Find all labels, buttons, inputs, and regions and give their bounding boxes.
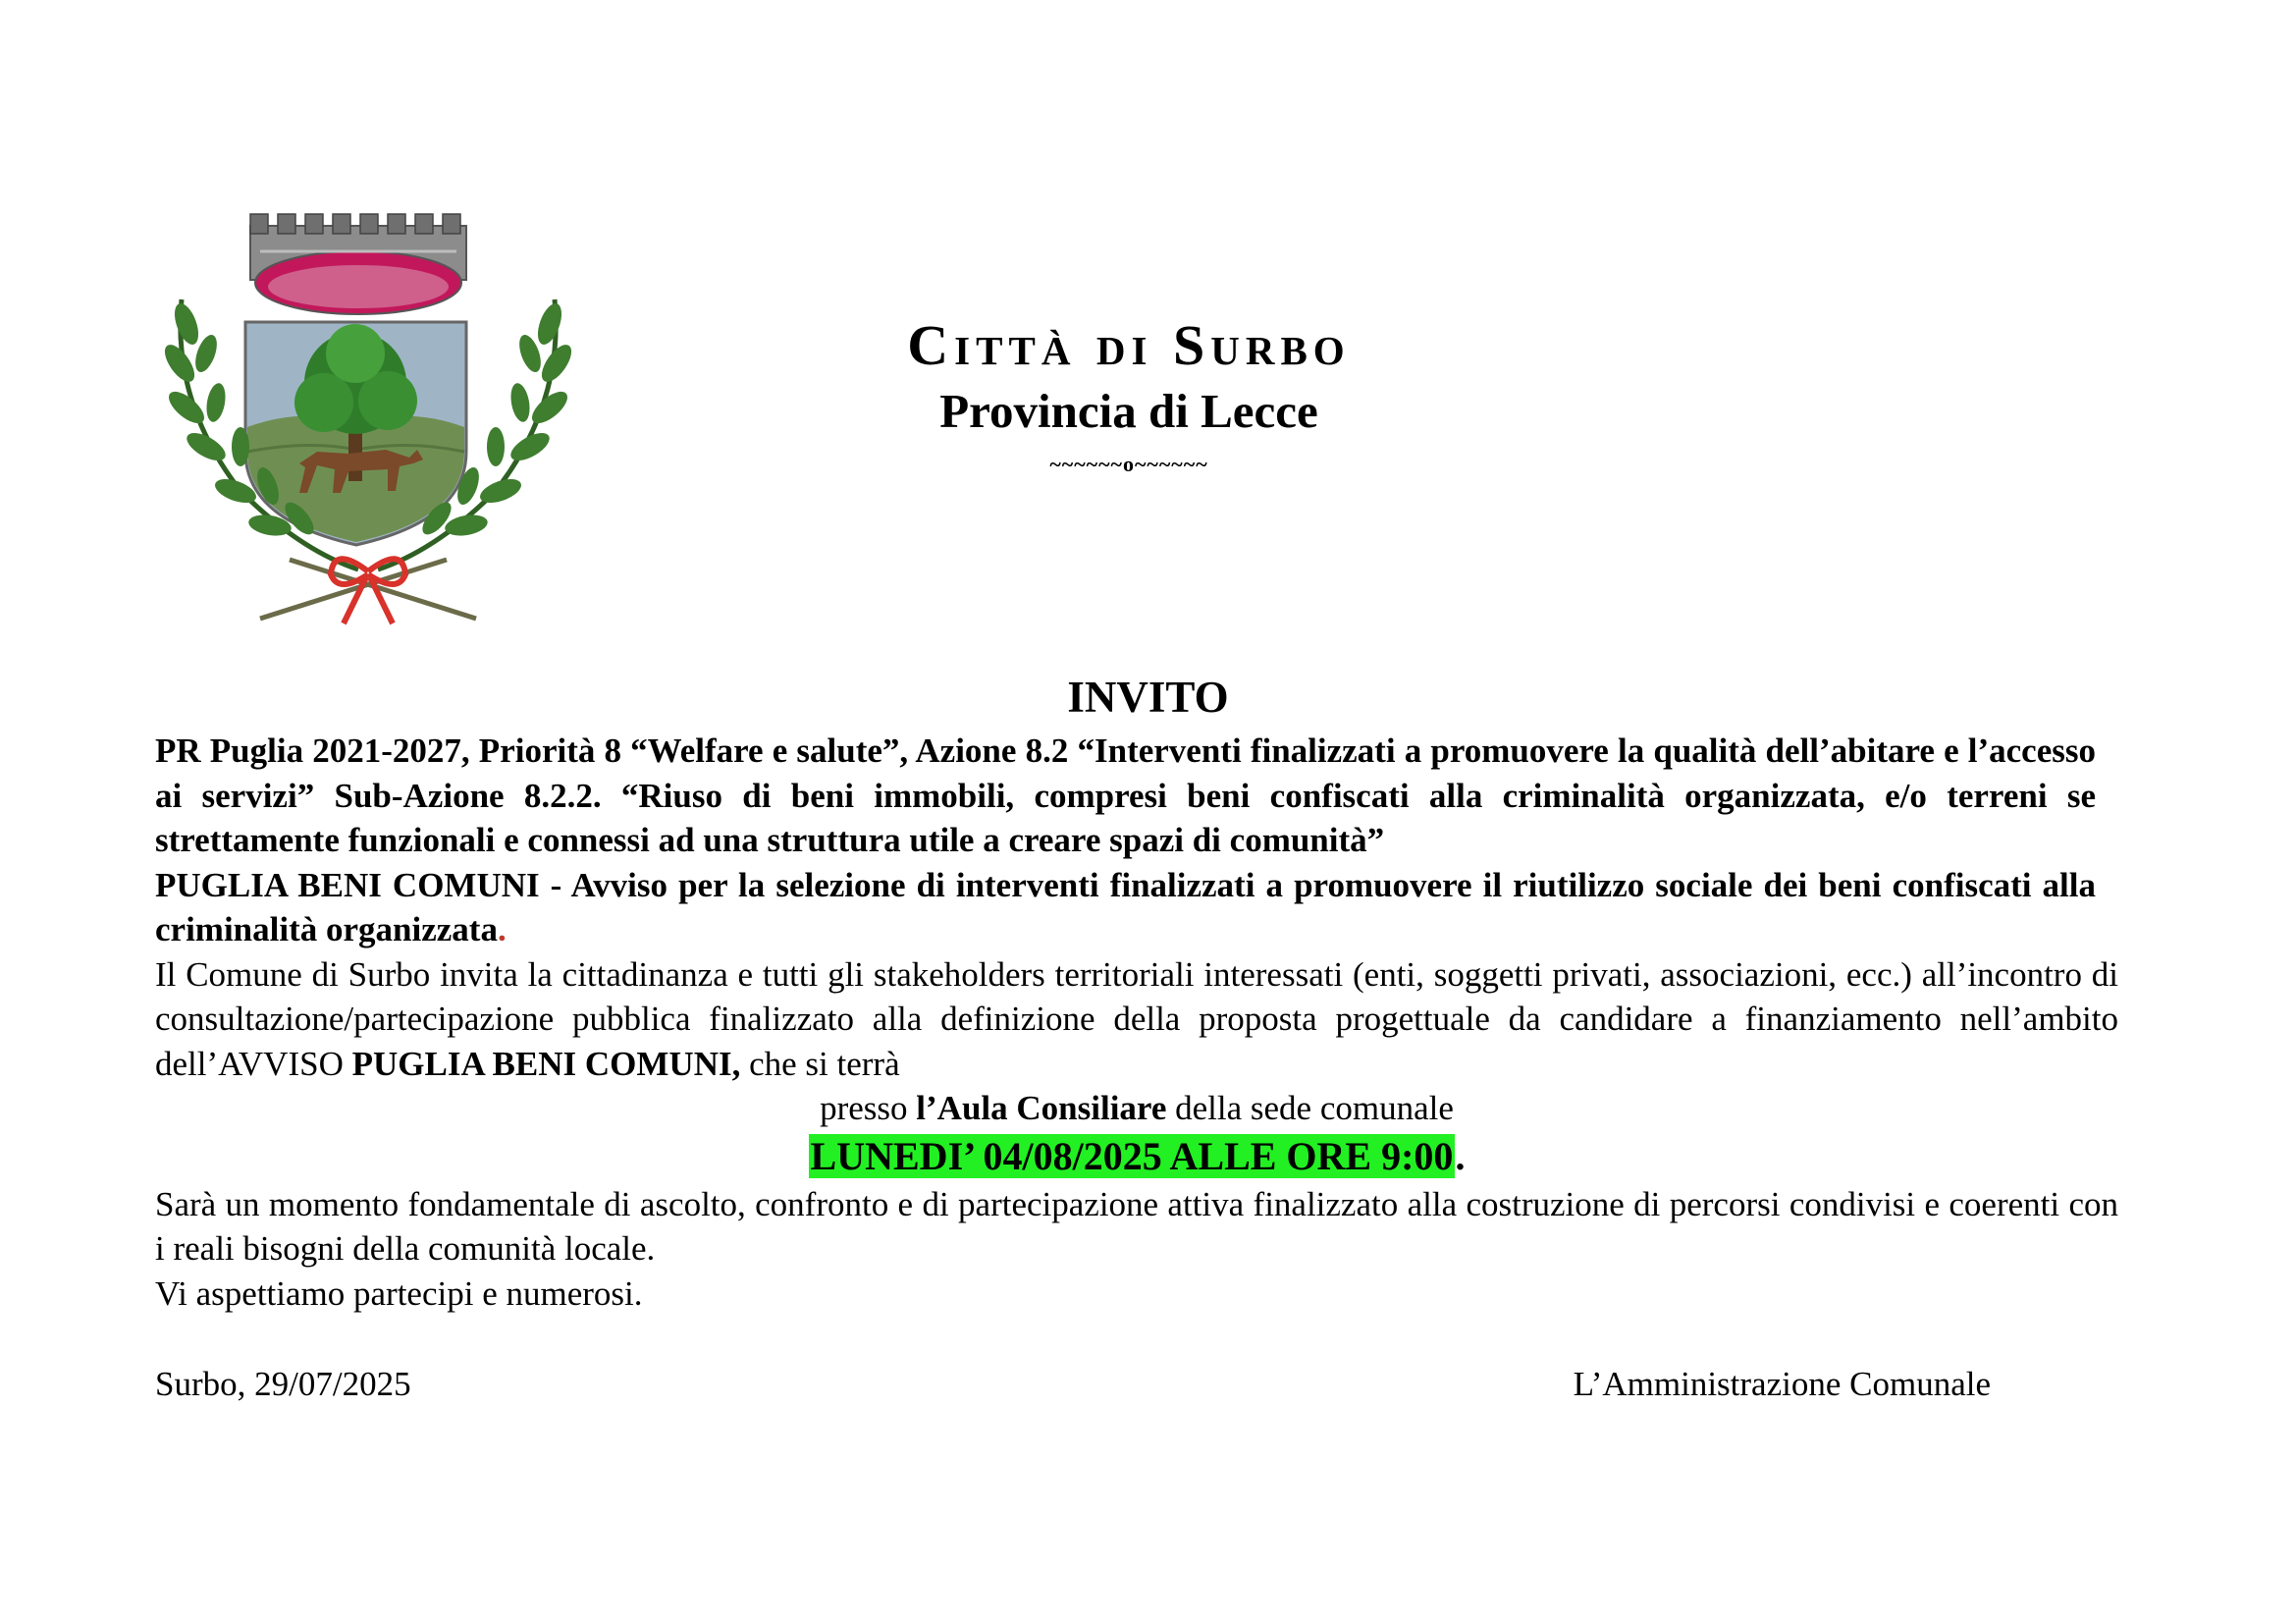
signature: L’Amministrazione Comunale <box>1573 1365 1991 1403</box>
event-date-line <box>155 1131 2118 1182</box>
crown-icon <box>250 214 466 314</box>
venue-name: l’Aula Consiliare <box>916 1089 1167 1127</box>
invitation-notice-name: PUGLIA BENI COMUNI, <box>351 1044 741 1083</box>
separator-ornament: ~~~~~~o~~~~~~ <box>1049 451 1208 476</box>
event-date-end: . <box>1455 1133 1466 1178</box>
invitation-text-b: che si terrà <box>740 1044 900 1083</box>
document-title: INVITO <box>1067 673 1229 722</box>
city-title: Città di Surbo <box>907 313 1351 377</box>
subject-text-2: PUGLIA BENI COMUNI - Avviso per la selezione di interventi finalizzati a promuovere il riutilizzo sociale dei beni confiscati alla criminalità organizzata <box>155 865 2096 948</box>
coat-of-arms-icon <box>152 206 584 638</box>
subject-end-dot: . <box>497 910 507 948</box>
subject-block <box>155 729 2096 952</box>
document-body <box>155 729 2118 1316</box>
venue-pre: presso <box>820 1089 917 1127</box>
letterhead <box>628 314 1629 477</box>
invitation-text-a: Il Comune di Surbo invita la cittadinanza e tutti gli stakeholders territoriali interessati (enti, soggetti privati, associazioni, ecc.) all’incontro di consultazione/partecipazione pubblica finalizzato alla definizione della proposta progettuale da candidare a finanziamento nell’ambito dell’AVVISO <box>155 954 2118 1083</box>
venue-post: della sede comunale <box>1166 1089 1454 1127</box>
purpose-paragraph: Sarà un momento fondamentale di ascolto, confronto e di partecipazione attiva finalizzato alla costruzione di percorsi condivisi e coerenti con i reali bisogni della comunità locale. <box>155 1184 2118 1268</box>
venue-line <box>155 1086 2118 1131</box>
invitation-paragraph <box>155 952 2118 1087</box>
place-date: Surbo, 29/07/2025 <box>155 1365 411 1403</box>
closing-line: Vi aspettiamo partecipi e numerosi. <box>155 1273 643 1313</box>
province-subtitle: Provincia di Lecce <box>939 383 1318 438</box>
subject-text-1: PR Puglia 2021-2027, Priorità 8 “Welfare e salute”, Azione 8.2 “Interventi finalizzati a promuovere la qualità dell’abitare e l’accesso ai servizi” Sub-Azione 8.2.2. “Riuso di beni immobili, compresi beni confiscati alla criminalità organizzata, e/o terreni se strettamente funzionali e connessi ad una struttura utile a creare spazi di comunità” <box>155 731 2096 859</box>
event-date-highlight: LUNEDI’ 04/08/2025 ALLE ORE 9:00 <box>810 1133 1454 1178</box>
signature-footer <box>155 1365 1991 1404</box>
